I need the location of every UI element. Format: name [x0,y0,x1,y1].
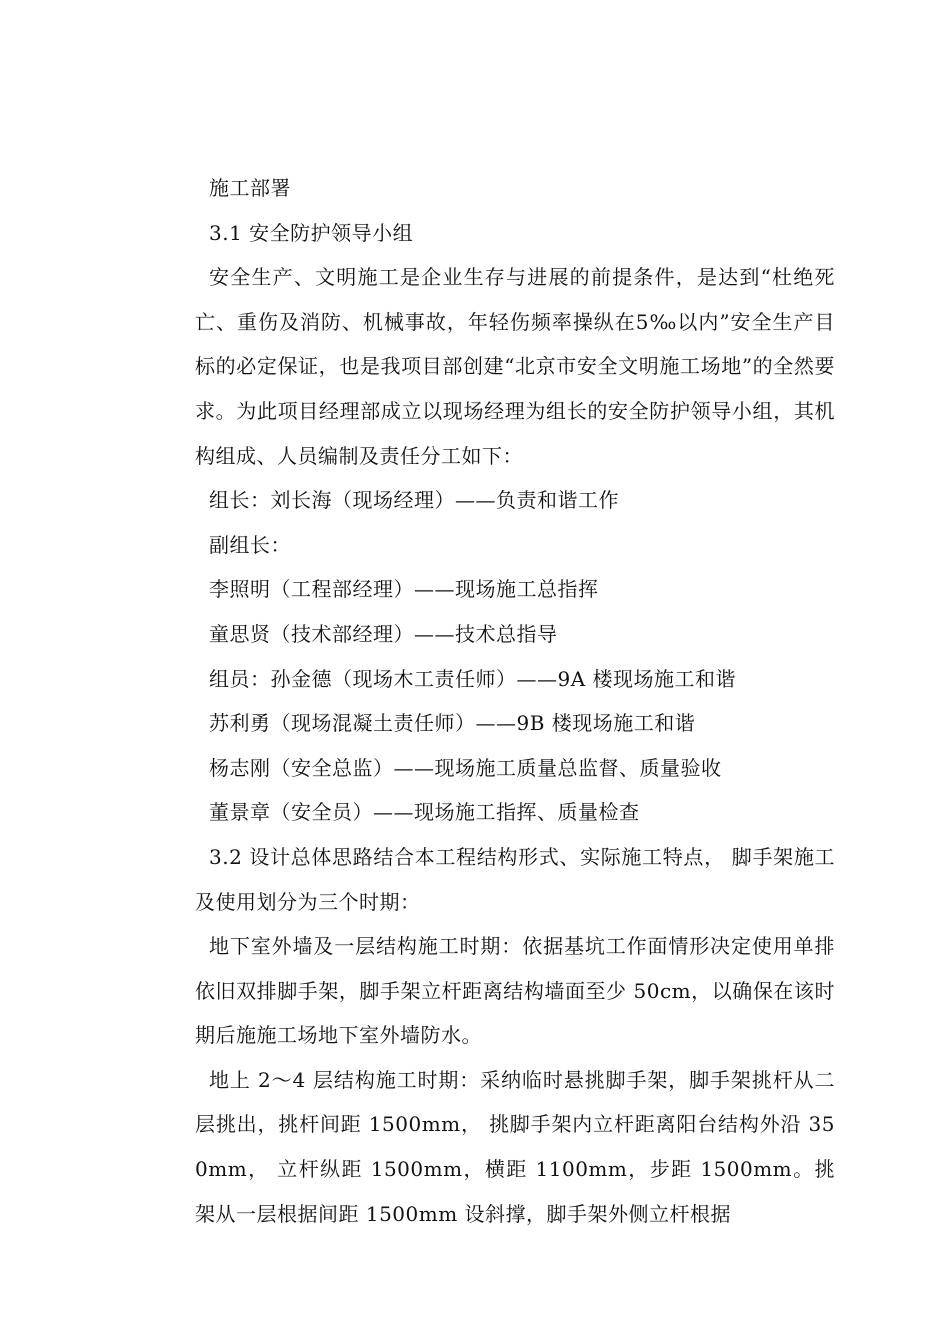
list-item-deputy-2: 童思贤（技术部经理）——技术总指导 [209,621,558,646]
paragraph-3-2: 3.2 设计总体思路结合本工程结构形式、实际施工特点， 脚手架施工及使用划分为三个时期： [195,844,835,914]
document-body [195,166,835,1236]
list-item-leader: 组长：刘长海（现场经理）——负责和谐工作 [209,488,619,513]
list-item-deputy-1: 李照明（工程部经理）——现场施工总指挥 [209,577,599,602]
list-item-deputy-label: 副组长： [209,532,291,557]
list-item-member-2: 苏利勇（现场混凝土责任师）——9B 楼现场施工和谐 [209,711,696,736]
list-item-member-1: 组员：孙金德（现场木工责任师）——9A 楼现场施工和谐 [209,666,737,691]
paragraph-upper-stage: 地上 2～4 层结构施工时期：采纳临时悬挑脚手架，脚手架挑杆从二层挑出，挑杆间距 1500mm， 挑脚手架内立杆距离阳台结构外沿 350mm， 立杆纵距 1500mm，横距 1100mm，步距 1500mm。挑架从一层根据间距 1500mm 设斜撑，脚手架外侧立杆根据 [195,1067,835,1226]
list-item-member-3: 杨志刚（安全总监）——现场施工质量总监督、质量验收 [209,755,722,780]
list-item-member-4: 董景章（安全员）——现场施工指挥、质量检查 [209,800,640,825]
paragraph-basement-stage: 地下室外墙及一层结构施工时期：依据基坑工作面情形决定使用单排依旧双排脚手架，脚手架立杆距离结构墙面至少 50cm，以确保在该时期后施施工场地下室外墙防水。 [195,934,835,1048]
paragraph-intro: 安全生产、文明施工是企业生存与进展的前提条件，是达到“杜绝死亡、重伤及消防、机械事故，年轻伤频率操纵在5‰以内”安全生产目标的必定保证，也是我项目部创建“北京市安全文明施工场地”的全然要求。为此项目经理部成立以现场经理为组长的安全防护领导小组，其机构组成、人员编制及责任分工如下： [195,265,835,468]
section-heading: 施工部署 [209,176,291,200]
subsection-heading-3-1: 3.1 安全防护领导小组 [209,220,414,245]
